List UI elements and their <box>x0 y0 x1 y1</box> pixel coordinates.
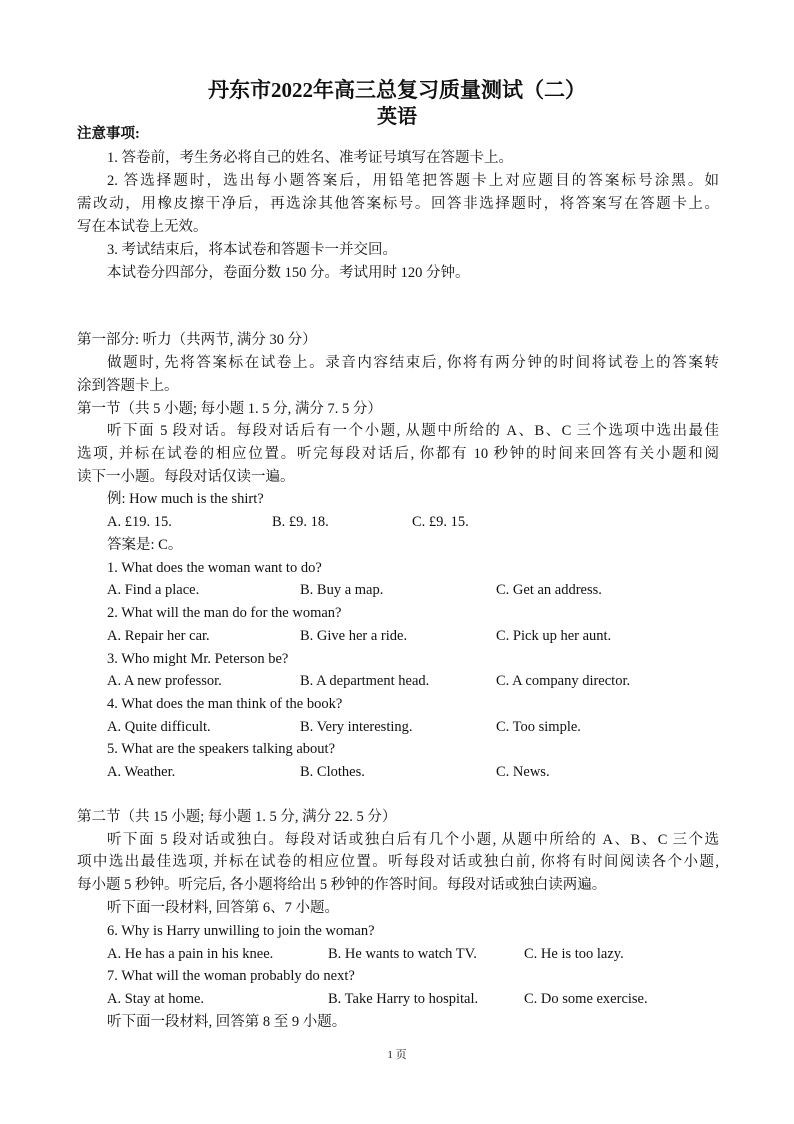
listen-instruction-6-7: 听下面一段材料, 回答第 6、7 小题。 <box>107 900 339 916</box>
section2-intro-line-2: 项中选出最佳选项, 并标在试卷的相应位置。听每段对话或独白前, 你将有时间阅读各个小题, <box>77 854 719 870</box>
exam-info: 本试卷分四部分，卷面分数 150 分。考试用时 120 分钟。 <box>107 265 470 281</box>
q6-option-b: B. He wants to watch TV. <box>328 946 477 962</box>
listen-instruction-8-9: 听下面一段材料, 回答第 8 至 9 小题。 <box>107 1014 347 1030</box>
section2-intro-line-1: 听下面 5 段对话或独白。每段对话或独白后有几个小题, 从题中所给的 A、B、C 三个选 <box>107 832 719 848</box>
notice-item-2-line-1: 2. 答选择题时，选出每小题答案后，用铅笔把答题卡上对应题目的答案标号涂黑。如 <box>107 173 719 189</box>
question-1: 1. What does the woman want to do? <box>107 560 322 576</box>
question-6: 6. Why is Harry unwilling to join the woman? <box>107 923 375 939</box>
part1-intro-line-2: 涂到答题卡上。 <box>77 378 179 394</box>
example-question: 例: How much is the shirt? <box>107 491 264 507</box>
q2-option-a: A. Repair her car. <box>107 628 210 644</box>
q3-option-c: C. A company director. <box>496 673 631 689</box>
question-3: 3. Who might Mr. Peterson be? <box>107 651 289 667</box>
exam-subject: 英语 <box>377 106 417 128</box>
notice-item-1: 1. 答卷前，考生务必将自己的姓名、准考证号填写在答题卡上。 <box>107 150 513 166</box>
question-2: 2. What will the man do for the woman? <box>107 605 342 621</box>
q4-option-a: A. Quite difficult. <box>107 719 211 735</box>
question-7: 7. What will the woman probably do next? <box>107 968 355 984</box>
q5-option-c: C. News. <box>496 764 550 780</box>
q7-option-c: C. Do some exercise. <box>524 991 648 1007</box>
q2-option-c: C. Pick up her aunt. <box>496 628 612 644</box>
q1-option-b: B. Buy a map. <box>300 582 384 598</box>
q5-option-a: A. Weather. <box>107 764 176 780</box>
question-5: 5. What are the speakers talking about? <box>107 741 336 757</box>
q6-option-a: A. He has a pain in his knee. <box>107 946 274 962</box>
q6-option-c: C. He is too lazy. <box>524 946 624 962</box>
q5-option-b: B. Clothes. <box>300 764 365 780</box>
notice-item-2-line-2: 需改动，用橡皮擦干净后，再选涂其他答案标号。回答非选择题时，将答案写在答题卡上。 <box>77 196 719 212</box>
q2-option-b: B. Give her a ride. <box>300 628 408 644</box>
exam-title: 丹东市2022年高三总复习质量测试（二） <box>208 78 586 102</box>
section1-intro-line-3: 读下一小题。每段对话仅读一遍。 <box>77 469 295 485</box>
question-4: 4. What does the man think of the book? <box>107 696 343 712</box>
q1-option-c: C. Get an address. <box>496 582 602 598</box>
q1-option-a: A. Find a place. <box>107 582 200 598</box>
notice-heading: 注意事项: <box>77 126 140 142</box>
section2-intro-line-3: 每小题 5 秒钟。听完后, 各小题将给出 5 秒钟的作答时间。每段对话或独白读两遍。 <box>77 877 607 893</box>
section1-intro-line-1: 听下面 5 段对话。每段对话后有一个小题, 从题中所给的 A、B、C 三个选项中选出最佳 <box>107 423 719 439</box>
part1-intro-line-1: 做题时, 先将答案标在试卷上。录音内容结束后, 你将有两分钟的时间将试卷上的答案转 <box>107 355 719 371</box>
section1-heading: 第一节（共 5 小题; 每小题 1. 5 分, 满分 7. 5 分） <box>77 401 382 417</box>
example-option-a: A. £19. 15. <box>107 514 172 530</box>
section2-heading: 第二节（共 15 小题; 每小题 1. 5 分, 满分 22. 5 分） <box>77 809 397 825</box>
q3-option-b: B. A department head. <box>300 673 430 689</box>
part1-heading: 第一部分: 听力（共两节, 满分 30 分） <box>77 332 317 348</box>
q4-option-b: B. Very interesting. <box>300 719 413 735</box>
notice-item-3: 3. 考试结束后，将本试卷和答题卡一并交回。 <box>107 242 397 258</box>
q7-option-b: B. Take Harry to hospital. <box>328 991 479 1007</box>
example-answer: 答案是: C。 <box>107 537 183 553</box>
page-number: 1 页 <box>387 1049 407 1061</box>
example-option-b: B. £9. 18. <box>272 514 329 530</box>
notice-item-2-line-3: 写在本试卷上无效。 <box>77 219 208 235</box>
q3-option-a: A. A new professor. <box>107 673 222 689</box>
q7-option-a: A. Stay at home. <box>107 991 205 1007</box>
section1-intro-line-2: 选项, 并标在试卷的相应位置。听完每段对话后, 你都有 10 秒钟的时间来回答有关小题和阅 <box>77 446 719 462</box>
q4-option-c: C. Too simple. <box>496 719 581 735</box>
example-option-c: C. £9. 15. <box>412 514 469 530</box>
